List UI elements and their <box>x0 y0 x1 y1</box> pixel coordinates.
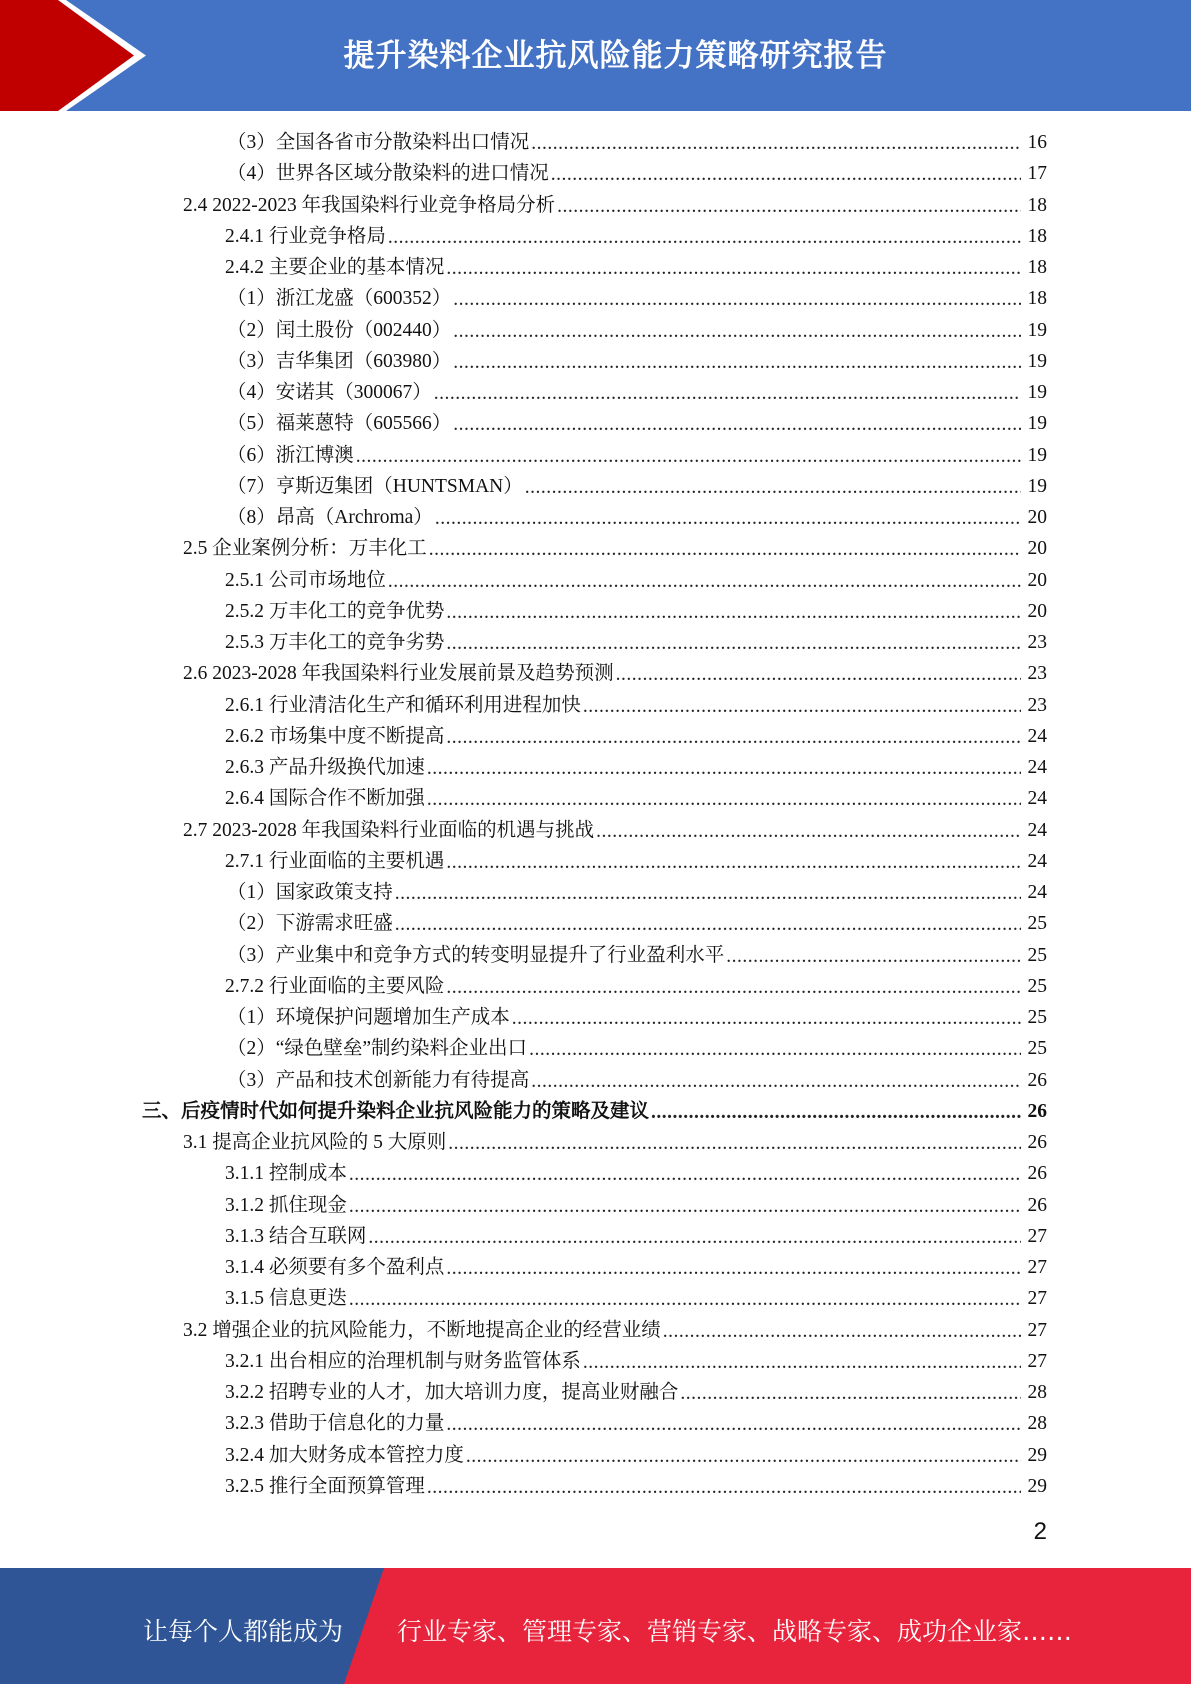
toc-dot-leader <box>349 1159 1021 1190</box>
toc-entry[interactable] <box>0 127 1191 158</box>
toc-entry-page: 24 <box>1027 819 1047 841</box>
toc-entry[interactable] <box>0 377 1191 408</box>
toc-entry-page: 20 <box>1027 507 1047 529</box>
toc-entry[interactable] <box>0 846 1191 877</box>
toc-entry-label: 3.2.5 推行全面预算管理 <box>225 1475 425 1497</box>
toc-entry-page: 27 <box>1027 1350 1047 1372</box>
toc-dot-leader <box>583 691 1021 722</box>
toc-entry[interactable] <box>0 440 1191 471</box>
toc-entry[interactable] <box>0 502 1191 533</box>
toc-entry[interactable] <box>0 565 1191 596</box>
toc-entry-page: 16 <box>1027 132 1047 154</box>
toc-entry[interactable] <box>0 221 1191 252</box>
toc-entry-label: 2.4 2022-2023 年我国染料行业竞争格局分析 <box>183 194 556 216</box>
toc-entry-page: 27 <box>1027 1319 1047 1341</box>
toc-entry-page: 25 <box>1027 1038 1047 1060</box>
toc-entry-label: 2.7.2 行业面临的主要风险 <box>225 975 445 997</box>
toc-entry-label: （2）下游需求旺盛 <box>227 913 393 935</box>
toc-dot-leader <box>531 128 1021 159</box>
toc-dot-leader <box>557 191 1021 222</box>
toc-entry-page: 26 <box>1027 1194 1047 1216</box>
toc-dot-leader <box>512 1003 1021 1034</box>
toc-entry[interactable] <box>0 346 1191 377</box>
toc-dot-leader <box>446 722 1021 753</box>
toc-entry-label: 3.1.5 信息更迭 <box>225 1288 347 1310</box>
toc-entry-page: 18 <box>1027 194 1047 216</box>
toc-entry-page: 26 <box>1027 1100 1047 1122</box>
toc-dot-leader <box>429 534 1021 565</box>
toc-entry-page: 17 <box>1027 163 1047 185</box>
toc-entry[interactable] <box>0 1221 1191 1252</box>
toc-dot-leader <box>395 878 1021 909</box>
toc-entry-page: 29 <box>1027 1444 1047 1466</box>
toc-dot-leader <box>427 1472 1021 1503</box>
toc-entry-page: 19 <box>1027 319 1047 341</box>
page-number: 2 <box>1033 1518 1047 1545</box>
toc-entry[interactable] <box>0 940 1191 971</box>
toc-entry-page: 27 <box>1027 1225 1047 1247</box>
toc-dot-leader <box>435 503 1021 534</box>
toc-entry-page: 23 <box>1027 663 1047 685</box>
toc-entry-label: 2.7 2023-2028 年我国染料行业面临的机遇与挑战 <box>183 819 595 841</box>
toc-dot-leader <box>349 1191 1021 1222</box>
page-header <box>0 0 1191 111</box>
toc-entry-label: （2）“绿色壁垒”制约染料企业出口 <box>227 1038 528 1060</box>
toc-entry-page: 26 <box>1027 1069 1047 1091</box>
toc-entry-page: 18 <box>1027 257 1047 279</box>
toc-entry-page: 24 <box>1027 882 1047 904</box>
toc-entry-page: 23 <box>1027 694 1047 716</box>
toc-entry-label: （1）国家政策支持 <box>227 882 393 904</box>
toc-entry[interactable] <box>0 315 1191 346</box>
toc-entry-label: 2.5.2 万丰化工的竞争优势 <box>225 600 445 622</box>
toc-entry-page: 24 <box>1027 788 1047 810</box>
toc-entry[interactable] <box>0 1065 1191 1096</box>
toc-entry-page: 20 <box>1027 600 1047 622</box>
toc-entry-label: 3.1.3 结合互联网 <box>225 1225 367 1247</box>
toc-entry[interactable] <box>0 471 1191 502</box>
toc-dot-leader <box>427 784 1021 815</box>
toc-entry-page: 24 <box>1027 757 1047 779</box>
toc-dot-leader <box>531 1066 1021 1097</box>
toc-entry-label: 3.1.2 抓住现金 <box>225 1194 347 1216</box>
toc-dot-leader <box>448 1128 1021 1159</box>
toc-dot-leader <box>349 1284 1021 1315</box>
toc-entry[interactable] <box>0 1440 1191 1471</box>
toc-entry[interactable] <box>0 1252 1191 1283</box>
toc-dot-leader <box>651 1097 1021 1128</box>
toc-entry-label: 3.1.4 必须要有多个盈利点 <box>225 1257 445 1279</box>
toc-dot-leader <box>616 659 1021 690</box>
toc-entry[interactable] <box>0 721 1191 752</box>
toc-entry-page: 19 <box>1027 382 1047 404</box>
toc-entry-label: （3）全国各省市分散染料出口情况 <box>227 132 530 154</box>
toc-entry[interactable] <box>0 1127 1191 1158</box>
toc-dot-leader <box>446 1253 1021 1284</box>
toc-entry-label: （3）产品和技术创新能力有待提高 <box>227 1069 530 1091</box>
toc-entry[interactable] <box>0 252 1191 283</box>
toc-entry[interactable] <box>0 658 1191 689</box>
toc-entry-label: （8）昂高（Archroma） <box>227 507 433 529</box>
toc-entry-label: 2.6.4 国际合作不断加强 <box>225 788 425 810</box>
toc-entry-label: 2.5 企业案例分析：万丰化工 <box>183 538 427 560</box>
footer-slogan-right: 行业专家、管理专家、营销专家、战略专家、成功企业家…… <box>397 1617 1073 1646</box>
toc-entry-label: （4）安诺其（300067） <box>227 382 432 404</box>
toc-dot-leader <box>596 816 1021 847</box>
toc-entry-label: 2.5.1 公司市场地位 <box>225 569 386 591</box>
toc-entry-page: 18 <box>1027 288 1047 310</box>
toc-entry[interactable] <box>0 783 1191 814</box>
toc-entry-label: 三、后疫情时代如何提升染料企业抗风险能力的策略及建议 <box>142 1100 650 1122</box>
toc-entry-label: 3.1 提高企业抗风险的 5 大原则 <box>183 1132 447 1154</box>
toc-dot-leader <box>446 1409 1021 1440</box>
toc-entry[interactable] <box>0 1096 1191 1127</box>
toc-entry-label: 2.6.1 行业清洁化生产和循环利用进程加快 <box>225 694 581 716</box>
toc-dot-leader <box>453 284 1021 315</box>
toc-dot-leader <box>395 909 1021 940</box>
toc-dot-leader <box>453 347 1021 378</box>
toc-entry-page: 19 <box>1027 350 1047 372</box>
toc-entry[interactable] <box>0 877 1191 908</box>
toc-entry-label: 3.2.3 借助于信息化的力量 <box>225 1413 445 1435</box>
toc-entry-page: 23 <box>1027 632 1047 654</box>
toc-entry-label: 2.4.1 行业竞争格局 <box>225 225 386 247</box>
toc-entry-label: 2.6 2023-2028 年我国染料行业发展前景及趋势预测 <box>183 663 614 685</box>
toc-entry-label: 3.2.1 出台相应的治理机制与财务监管体系 <box>225 1350 581 1372</box>
toc-entry[interactable] <box>0 627 1191 658</box>
toc-entry-page: 25 <box>1027 944 1047 966</box>
toc-dot-leader <box>446 597 1021 628</box>
toc-dot-leader <box>466 1441 1021 1472</box>
toc-entry[interactable] <box>0 408 1191 439</box>
toc-dot-leader <box>388 566 1021 597</box>
toc-dot-leader <box>680 1378 1021 1409</box>
toc-entry[interactable] <box>0 971 1191 1002</box>
toc-entry[interactable] <box>0 1346 1191 1377</box>
toc-entry-page: 26 <box>1027 1163 1047 1185</box>
toc-dot-leader <box>726 941 1021 972</box>
toc-entry[interactable] <box>0 190 1191 221</box>
toc-entry-label: 2.6.3 产品升级换代加速 <box>225 757 425 779</box>
report-title: 提升染料企业抗风险能力策略研究报告 <box>343 38 888 74</box>
toc-entry-page: 25 <box>1027 975 1047 997</box>
toc-entry[interactable] <box>0 283 1191 314</box>
toc-entry-page: 20 <box>1027 538 1047 560</box>
toc-entry-page: 24 <box>1027 725 1047 747</box>
toc-entry[interactable] <box>0 1283 1191 1314</box>
toc-dot-leader <box>525 472 1021 503</box>
toc-entry[interactable] <box>0 752 1191 783</box>
toc-entry-page: 28 <box>1027 1413 1047 1435</box>
toc-entry-label: 2.6.2 市场集中度不断提高 <box>225 725 445 747</box>
toc-entry-label: （7）亨斯迈集团（HUNTSMAN） <box>227 475 523 497</box>
toc-entry[interactable] <box>0 690 1191 721</box>
toc-dot-leader <box>368 1222 1021 1253</box>
toc-dot-leader <box>446 972 1021 1003</box>
toc-entry[interactable] <box>0 158 1191 189</box>
toc-entry-label: （3）产业集中和竞争方式的转变明显提升了行业盈利水平 <box>227 944 725 966</box>
toc-entry[interactable] <box>0 1408 1191 1439</box>
toc-entry-page: 29 <box>1027 1475 1047 1497</box>
toc-entry-page: 25 <box>1027 1007 1047 1029</box>
toc-entry-label: 2.5.3 万丰化工的竞争劣势 <box>225 632 445 654</box>
toc-entry[interactable] <box>0 1315 1191 1346</box>
toc-dot-leader <box>388 222 1021 253</box>
toc-entry[interactable] <box>0 1158 1191 1189</box>
toc-entry[interactable] <box>0 1190 1191 1221</box>
toc-entry-page: 20 <box>1027 569 1047 591</box>
toc-dot-leader <box>663 1316 1021 1347</box>
toc-entry[interactable] <box>0 1377 1191 1408</box>
toc-entry-page: 27 <box>1027 1257 1047 1279</box>
toc-dot-leader <box>446 253 1021 284</box>
toc-entry-page: 25 <box>1027 913 1047 935</box>
toc-entry-label: 3.2 增强企业的抗风险能力，不断地提高企业的经营业绩 <box>183 1319 661 1341</box>
toc-entry-label: 2.4.2 主要企业的基本情况 <box>225 257 445 279</box>
toc-entry-label: 3.1.1 控制成本 <box>225 1163 347 1185</box>
toc-entry-label: （1）环境保护问题增加生产成本 <box>227 1007 510 1029</box>
toc-dot-leader <box>583 1347 1021 1378</box>
toc-entry-label: （3）吉华集团（603980） <box>227 350 452 372</box>
toc-entry[interactable] <box>0 908 1191 939</box>
toc-dot-leader <box>434 378 1021 409</box>
toc-dot-leader <box>529 1034 1021 1065</box>
toc-entry-page: 26 <box>1027 1132 1047 1154</box>
toc-dot-leader <box>356 441 1021 472</box>
toc-entry[interactable] <box>0 596 1191 627</box>
toc-entry-label: （6）浙江博澳 <box>227 444 354 466</box>
toc-entry-page: 28 <box>1027 1382 1047 1404</box>
toc-entry-label: 2.7.1 行业面临的主要机遇 <box>225 850 445 872</box>
toc-entry-page: 18 <box>1027 225 1047 247</box>
toc-dot-leader <box>453 409 1021 440</box>
toc-entry-page: 19 <box>1027 475 1047 497</box>
toc-entry[interactable] <box>0 1033 1191 1064</box>
toc-dot-leader <box>446 628 1021 659</box>
toc-entry-label: （5）福莱蒽特（605566） <box>227 413 452 435</box>
toc-entry-label: （2）闰土股份（002440） <box>227 319 452 341</box>
toc-dot-leader <box>427 753 1021 784</box>
toc-entry-label: （4）世界各区域分散染料的进口情况 <box>227 163 549 185</box>
table-of-contents <box>0 127 1191 1502</box>
toc-entry-label: 3.2.2 招聘专业的人才，加大培训力度，提高业财融合 <box>225 1382 679 1404</box>
footer-slogan-left: 让每个人都能成为 <box>143 1617 344 1646</box>
toc-dot-leader <box>551 159 1021 190</box>
toc-entry-page: 19 <box>1027 413 1047 435</box>
toc-dot-leader <box>453 316 1021 347</box>
toc-entry-page: 19 <box>1027 444 1047 466</box>
toc-entry-label: 3.2.4 加大财务成本管控力度 <box>225 1444 464 1466</box>
toc-entry[interactable] <box>0 1002 1191 1033</box>
page-footer <box>0 1568 1191 1684</box>
toc-dot-leader <box>446 847 1021 878</box>
toc-entry[interactable] <box>0 1471 1191 1502</box>
toc-entry-label: （1）浙江龙盛（600352） <box>227 288 452 310</box>
toc-entry[interactable] <box>0 533 1191 564</box>
toc-entry-page: 24 <box>1027 850 1047 872</box>
toc-entry-page: 27 <box>1027 1288 1047 1310</box>
toc-entry[interactable] <box>0 815 1191 846</box>
